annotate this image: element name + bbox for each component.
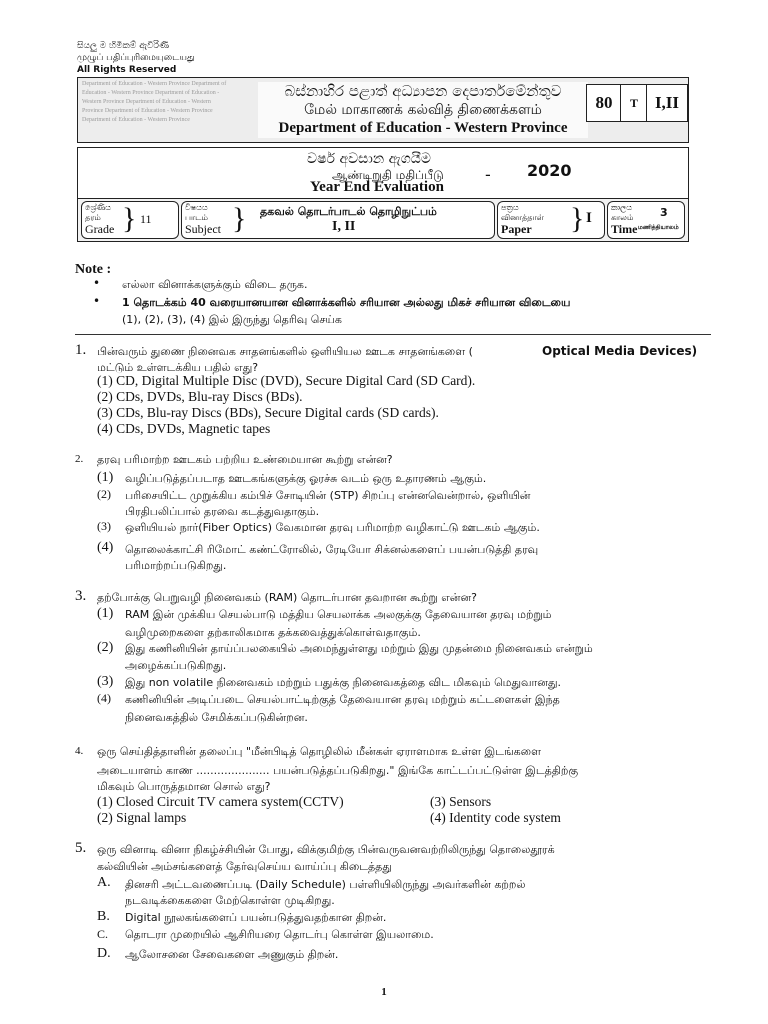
question-stem-2: கல்வியின் அம்சங்களைத் தேர்வுசெய்ய வாய்ப்பு கிடைத்தது <box>97 860 392 873</box>
option-3[interactable]: இது non volatile நினைவகம் மற்றும் பதுக்கு நினைவகத்தை விட மிகவும் மெதுவானது. <box>125 676 561 689</box>
option-4[interactable]: தொலைக்காட்சி ரிமோட் கண்ட்ரோலில், ரேடியோ சிக்னல்களைப் பயன்படுத்தி தரவு <box>125 543 539 556</box>
rights-english: All Rights Reserved <box>77 65 177 75</box>
question-stem: பின்வரும் துணை நினைவக சாதனங்களில் ஒளியியல ஊடக சாதனங்களை ( <box>97 345 473 358</box>
time-label-tamil: காலம் <box>611 213 634 222</box>
grade-label-tamil: தரம் <box>85 213 101 222</box>
evaluation-tamil: ஆண்டிறுதி மதிப்பீடு <box>332 168 444 182</box>
question-stem-2: அடையாளம் காண ..................... பயன்படுத்தப்படுகிறது." இங்கே காட்டப்பட்டுள்ள இடத்திற்கு <box>97 764 579 777</box>
evaluation-sinhala: වර්ෂ අවසාන ඇගයීම <box>307 151 431 167</box>
option-1[interactable]: RAM இன் முக்கிய செயல்பாடு மத்திய செயலாக்க அலகுக்கு தேவையான தரவு மற்றும் <box>125 608 552 621</box>
grade-cell <box>81 201 179 239</box>
subject-label-english: Subject <box>185 222 221 236</box>
department-sinhala: බස්නාහිර පළාත් අධ්‍යාපන දෙපාර්තමේන්තුව <box>284 82 562 100</box>
note-item-2: 1 தொடக்கம் 40 வரையானயான வினாக்களில் சரியான அல்லது மிகச் சரியான விடையை <box>122 296 571 309</box>
option-4[interactable]: கணினியின் அடிப்படை செயல்பாட்டிற்குத் தேவையான தரவு மற்றும் கட்டளைகள் இந்த <box>125 693 560 706</box>
subject-papers: I, II <box>332 219 356 234</box>
option-1[interactable]: (1) CD, Digital Multiple Disc (DVD), Secure Digital Card (SD Card). <box>97 373 476 388</box>
option-3[interactable]: (3) CDs, Blu-ray Discs (BDs), Secure Digital cards (SD cards). <box>97 405 439 420</box>
subject-label-tamil: பாடம் <box>185 213 208 222</box>
paper-label-english: Paper <box>501 222 532 236</box>
statement-c: தொடரா முறையில் ஆசிரியரை தொடர்பு கொள்ள இயலாமை. <box>125 928 434 941</box>
question-number: 5. <box>75 840 87 856</box>
department-title <box>258 82 588 138</box>
evaluation-year: 2020 <box>527 161 572 180</box>
time-label-english: Time <box>611 222 638 236</box>
question-stem-3: மிகவும் பொருத்தமான சொல் எது? <box>97 780 271 793</box>
option-number-4: (4) <box>97 540 114 555</box>
paper-cell <box>497 201 605 239</box>
section-divider <box>75 334 711 335</box>
rights-notice <box>77 40 195 76</box>
option-2[interactable]: இது கணினியின் தாய்ப்பலகையில் அமைந்துள்ளது மற்றும் இது முதன்மை நினைவகம் என்றும் <box>125 642 593 655</box>
bullet-dot: • <box>93 276 101 290</box>
subject-value: தகவல் தொடர்பாடல் தொழிநுட்பம் <box>260 205 437 218</box>
option-number-3: (3) <box>97 674 114 689</box>
option-3[interactable]: ஒளியியல் நார்(Fiber Optics) வேகமான தரவு பரிமாற்ற வழிகாட்டு ஊடகம் ஆகும். <box>125 521 540 534</box>
medium-code: T <box>620 84 648 122</box>
exam-header <box>77 77 689 255</box>
department-english: Department of Education - Western Province <box>278 120 568 136</box>
option-number-1: (1) <box>97 470 114 485</box>
question-stem: தற்போக்கு பெறுவழி நினைவகம் (RAM) தொடர்பான தவறான கூற்று என்ன? <box>97 591 477 604</box>
evaluation-dash: - <box>485 165 491 184</box>
option-2[interactable]: (2) CDs, DVDs, Blu-ray Discs (BDs). <box>97 389 303 404</box>
question-stem-2: மட்டும் உள்ளடக்கிய பதில் எது? <box>97 361 259 374</box>
subject-cell <box>181 201 495 239</box>
option-2-cont: அழைக்கப்படுகிறது. <box>125 659 227 672</box>
option-2[interactable]: (2) Signal lamps <box>97 810 187 825</box>
note-item-1: எல்லா வினாக்களுக்கும் விடை தருக. <box>122 278 308 291</box>
statement-d: ஆலோசனை சேவைகளை அணுகும் திறன். <box>125 948 339 961</box>
option-4-cont: பரிமாற்றப்படுகிறது. <box>125 559 227 572</box>
paper-brace: } <box>570 202 585 235</box>
question-stem: ஒரு வினாடி வினா நிகழ்ச்சியின் போது, விக்குமிற்கு பின்வருவனவற்றிலிருந்து தொலைதூரக் <box>97 843 555 856</box>
grade-value: 11 <box>140 212 152 226</box>
statement-a: தினசரி அட்டவணைப்படி (Daily Schedule) பள்ளியிலிருந்து அவர்களின் கற்றல் <box>125 878 526 891</box>
question-stem-term: Optical Media Devices) <box>542 344 698 358</box>
option-1[interactable]: (1) Closed Circuit TV camera system(CCTV) <box>97 794 344 809</box>
option-number-2: (2) <box>97 487 111 501</box>
option-1[interactable]: வழிப்படுத்தப்படாத ஊடகங்களுக்கு ஓரச்சு வடம் ஒரு உதாரணம் ஆகும். <box>125 472 487 485</box>
grade-label-english: Grade <box>85 222 115 236</box>
page-number: 1 <box>381 986 387 998</box>
evaluation-english: Year End Evaluation <box>310 179 444 195</box>
rights-tamil: முழுப் பதிப்புரிமையுடையது <box>77 53 195 63</box>
paper-parts: I,II <box>646 84 688 122</box>
question-stem: தரவு பரிமாற்ற ஊடகம் பற்றிய உண்மையான கூற்று என்ன? <box>97 453 393 466</box>
grade-brace: } <box>122 202 137 235</box>
statement-letter-b: B. <box>97 909 110 924</box>
instructions-note <box>75 262 705 326</box>
statement-letter-c: C. <box>97 927 109 941</box>
question-number: 2. <box>75 453 84 465</box>
option-number-4: (4) <box>97 691 111 705</box>
paper-label-sinhala: පත්‍රය <box>501 203 519 212</box>
option-3[interactable]: (3) Sensors <box>430 794 492 809</box>
subject-label-sinhala: විෂයය <box>185 203 208 212</box>
option-4[interactable]: (4) Identity code system <box>430 810 561 825</box>
time-value: 3 <box>660 206 668 219</box>
option-4-cont: நினைவகத்தில் சேமிக்கப்படுகின்றன. <box>125 711 308 724</box>
time-unit: மணித்தியாலம் <box>638 224 679 231</box>
bullet-dot: • <box>93 294 101 308</box>
department-band <box>77 77 689 143</box>
question-number: 3. <box>75 588 87 604</box>
time-cell <box>607 201 685 239</box>
statement-letter-a: A. <box>97 875 111 890</box>
option-number-1: (1) <box>97 606 114 621</box>
note-item-2-choices: (1), (2), (3), (4) இல் இருந்து தெரிவு செய்க <box>122 313 342 326</box>
option-2-cont: பிரதிபலிப்பால் தரவை கடத்துவதாகும். <box>125 505 320 518</box>
paper-label-tamil: வினாத்தாள் <box>501 213 544 222</box>
subject-brace: } <box>232 202 247 235</box>
statement-b: Digital நூலகங்களைப் பயன்படுத்துவதற்கான திறன். <box>125 911 387 924</box>
option-number-2: (2) <box>97 640 114 655</box>
statement-a-cont: நடவடிக்கைகளை மேற்கொள்ள முடிகிறது. <box>125 894 335 907</box>
question-number: 4. <box>75 745 84 757</box>
paper-value: I <box>586 210 592 226</box>
paper-code: 80 <box>586 84 622 122</box>
rights-sinhala: සියලු ම හිමිකම් ඇවිරිණි <box>77 41 170 51</box>
grade-label-sinhala: ශ්‍රේණිය <box>85 203 111 212</box>
department-tamil: மேல் மாகாணக் கல்வித் திணைக்களம் <box>304 102 542 118</box>
statement-letter-d: D. <box>97 946 111 961</box>
department-watermark: Department of Education - Western Province Department of Education - Western Province Department of Education - Western Province Department of Education - Western Province Department of Education - Western Province Department of Education - Western Province <box>82 81 227 123</box>
question-stem: ஒரு செய்தித்தாளின் தலைப்பு "மீன்பிடித் தொழிலில் மீன்கள் ஏராளமாக உள்ள இடங்களை <box>97 745 542 758</box>
option-2[interactable]: பரிசையிட்ட முறுக்கிய கம்பிச் சோடியின் (STP) சிறப்பு என்னவென்றால், ஒளியின் <box>125 489 531 502</box>
option-number-3: (3) <box>97 519 111 533</box>
question-number: 1. <box>75 342 87 358</box>
option-4[interactable]: (4) CDs, DVDs, Magnetic tapes <box>97 421 271 436</box>
note-heading: Note : <box>75 262 112 277</box>
time-label-sinhala: කාලය <box>611 203 632 212</box>
option-1-cont: வழிமுறைகளை தற்காலிகமாக தக்கவைத்துக்கொள்வதாகும். <box>125 626 421 639</box>
